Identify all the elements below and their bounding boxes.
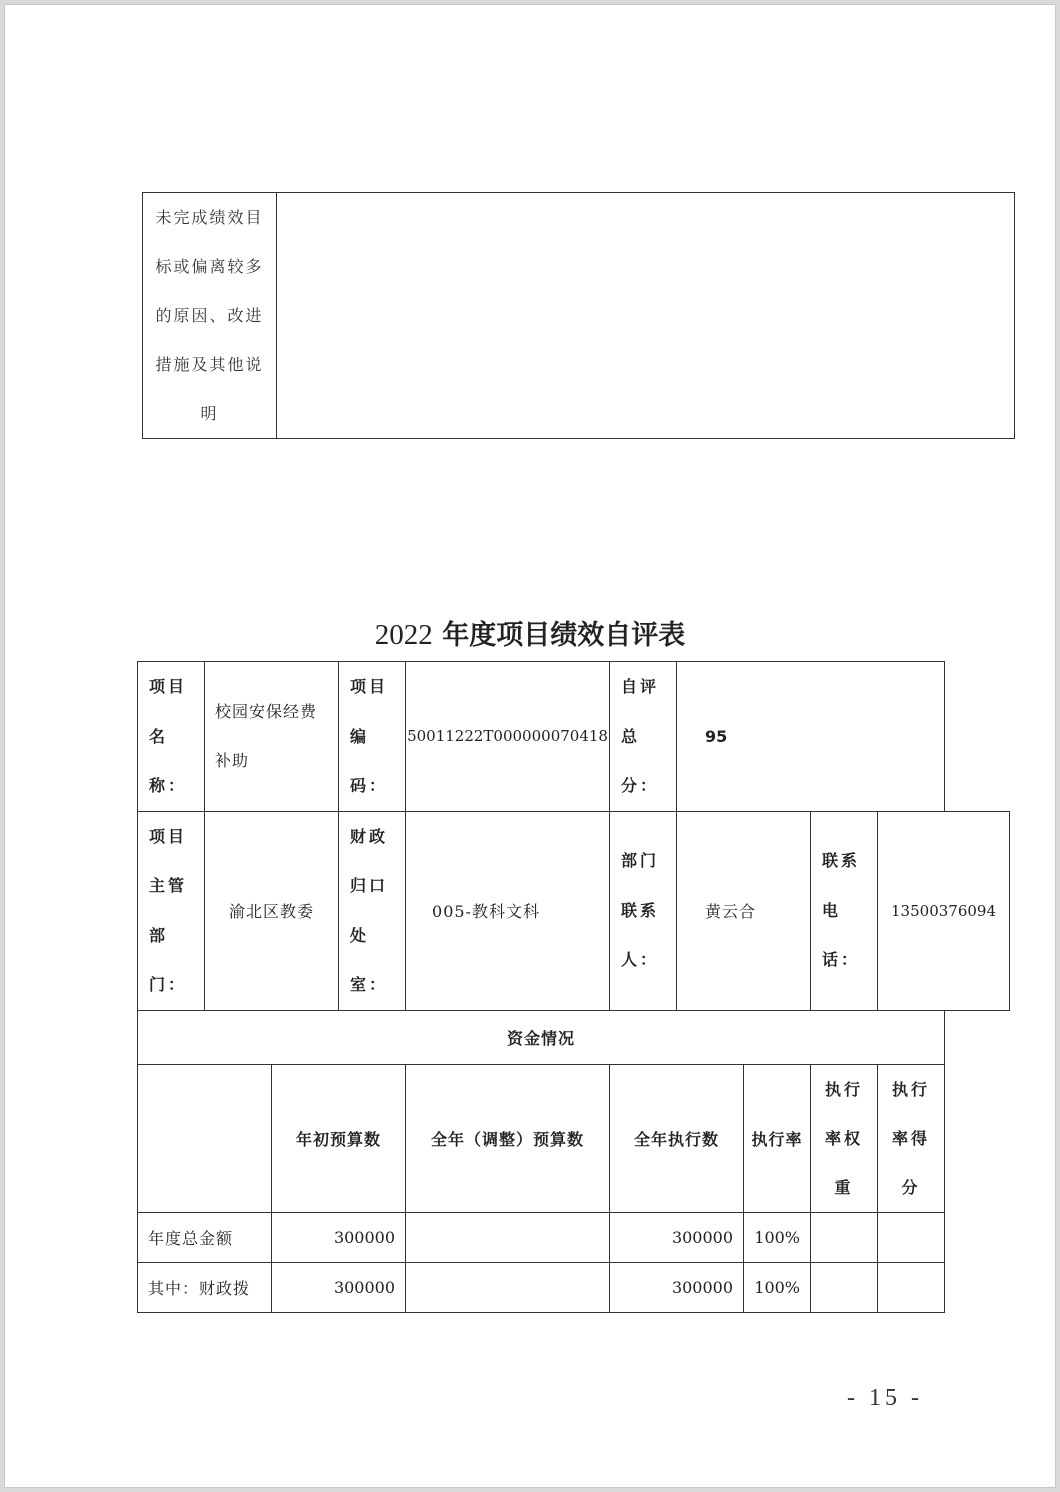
rate-score-cell xyxy=(878,1262,945,1312)
header-execution-rate: 执行率 xyxy=(744,1064,811,1212)
dept-value: 渝北区教委 xyxy=(205,811,339,1010)
header-line: 率得 xyxy=(892,1128,931,1148)
header-line: 执行 xyxy=(825,1079,864,1099)
label-line: 联系 xyxy=(822,851,861,871)
finance-office-label xyxy=(339,811,406,1010)
table-row xyxy=(138,1262,1010,1312)
contact-value: 黄云合 xyxy=(677,811,811,1010)
document-page xyxy=(4,4,1056,1488)
executed-cell: 300000 xyxy=(610,1212,744,1262)
header-initial-budget: 年初预算数 xyxy=(272,1064,406,1212)
label-line: 标或偏离较多 xyxy=(155,257,264,276)
header-line: 率权 xyxy=(825,1128,864,1148)
incomplete-goals-table xyxy=(142,192,1015,439)
label-line: 主管 xyxy=(149,876,188,895)
finance-office-value: 005-教科文科 xyxy=(406,811,610,1010)
table-row xyxy=(138,1212,1010,1262)
title-year: 2022 xyxy=(374,619,433,651)
contact-label xyxy=(610,811,677,1010)
self-score-value: 95 xyxy=(677,662,945,812)
label-line: 项目 xyxy=(149,826,188,846)
initial-budget-cell: 300000 xyxy=(272,1262,406,1312)
funds-section-title: 资金情况 xyxy=(138,1010,945,1064)
project-code-label xyxy=(339,662,406,812)
header-line: 重 xyxy=(834,1177,854,1197)
label-line: 明 xyxy=(200,404,219,423)
header-rate-weight xyxy=(811,1064,878,1212)
project-name-label xyxy=(138,662,205,812)
label-line: 话： xyxy=(822,950,861,970)
label-line: 自评 xyxy=(621,677,660,696)
label-line: 编 xyxy=(350,726,370,746)
label-line: 分： xyxy=(621,776,660,795)
rate-score-cell xyxy=(878,1212,945,1262)
label-line: 码： xyxy=(350,776,389,795)
value-line: 补助 xyxy=(215,751,250,771)
funds-header-blank xyxy=(138,1064,272,1212)
execution-rate-cell: 100% xyxy=(744,1212,811,1262)
header-line: 分 xyxy=(901,1177,921,1197)
header-line: 执行 xyxy=(892,1079,931,1099)
label-line: 电 xyxy=(822,900,842,920)
label-line: 的原因、改进 xyxy=(155,306,264,325)
header-executed: 全年执行数 xyxy=(610,1064,744,1212)
row-label: 其中：财政拨 xyxy=(138,1262,272,1312)
label-line: 部 xyxy=(149,925,169,945)
label-line: 总 xyxy=(621,726,641,746)
value-line: 校园安保经费 xyxy=(215,702,318,722)
execution-rate-cell: 100% xyxy=(744,1262,811,1312)
row-label: 年度总金额 xyxy=(138,1212,272,1262)
initial-budget-cell: 300000 xyxy=(272,1212,406,1262)
project-code-value: 50011222T000000070418 xyxy=(406,662,610,812)
label-line: 室： xyxy=(350,975,389,994)
label-line: 联系 xyxy=(621,900,660,920)
adjusted-budget-cell xyxy=(406,1212,610,1262)
label-line: 项目 xyxy=(149,677,188,696)
incomplete-goals-content xyxy=(277,193,1015,439)
label-line: 措施及其他说 xyxy=(155,355,264,374)
self-score-label xyxy=(610,662,677,812)
label-line: 财政 xyxy=(350,826,389,846)
project-name-value xyxy=(205,662,339,812)
label-line: 未完成绩效目 xyxy=(155,208,264,227)
label-line: 人： xyxy=(621,950,660,970)
rate-weight-cell xyxy=(811,1262,878,1312)
label-line: 门： xyxy=(149,975,188,994)
form-title xyxy=(5,613,1055,652)
incomplete-goals-label xyxy=(143,193,277,439)
label-line: 部门 xyxy=(621,851,660,871)
label-line: 名 xyxy=(149,726,169,746)
phone-label xyxy=(811,811,878,1010)
phone-value: 13500376094 xyxy=(878,811,1010,1010)
label-line: 称： xyxy=(149,776,188,795)
label-line: 处 xyxy=(350,925,370,945)
label-line: 归口 xyxy=(350,876,389,895)
rate-weight-cell xyxy=(811,1212,878,1262)
header-adjusted-budget: 全年（调整）预算数 xyxy=(406,1064,610,1212)
header-rate-score xyxy=(878,1064,945,1212)
executed-cell: 300000 xyxy=(610,1262,744,1312)
dept-label xyxy=(138,811,205,1010)
title-text: 年度项目绩效自评表 xyxy=(442,620,686,651)
self-evaluation-table xyxy=(137,661,1010,1313)
adjusted-budget-cell xyxy=(406,1262,610,1312)
page-number: - 15 - xyxy=(847,1385,923,1411)
label-line: 项目 xyxy=(350,677,389,696)
